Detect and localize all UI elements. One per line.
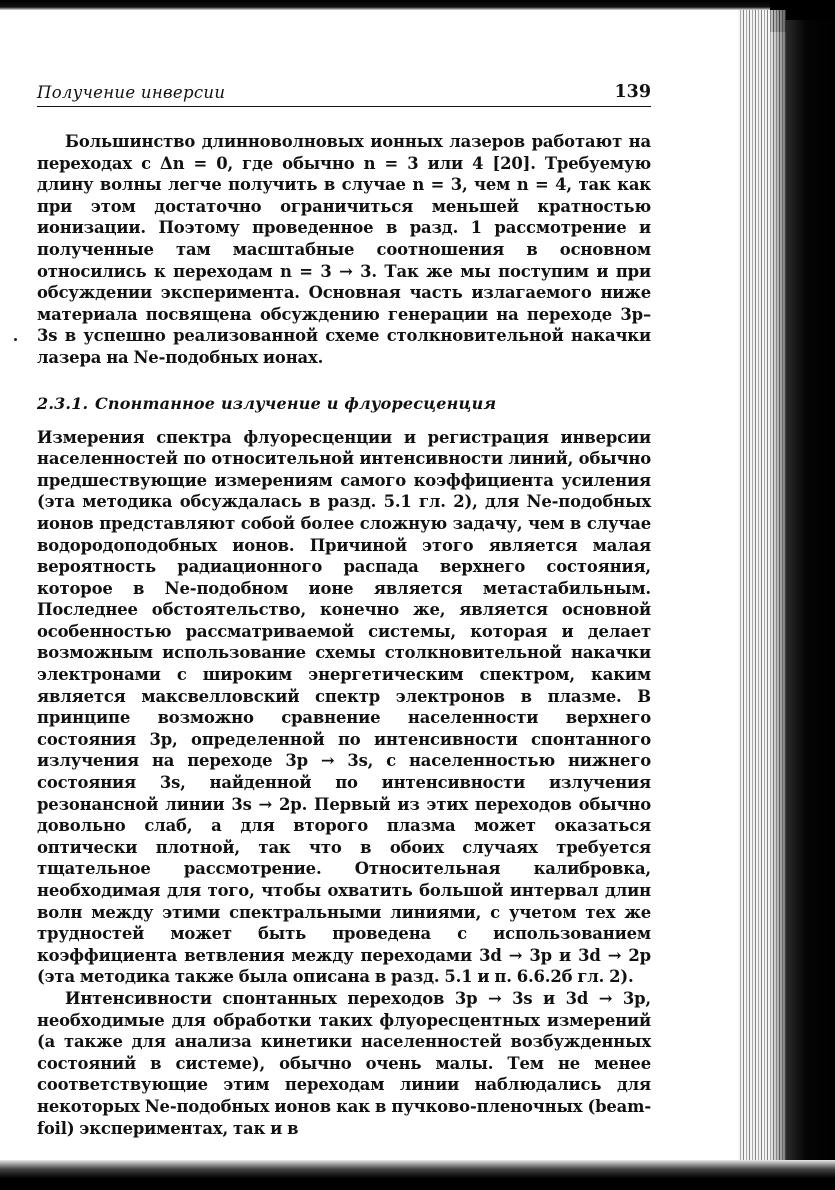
page-number: 139 — [614, 82, 651, 102]
paragraph-intro: Большинство длинноволновых ионных лазеров работают на переходах с Δn = 0, где обычно n = 3 или 4 [20]. Требуемую длину волны легче получить в случае n = 3, чем n = 4, так как при этом достаточно ограничиться меньшей кратностью ионизации. Поэтому проведенное в разд. 1 рассмотрение и полученные там масштабные соотношения в основном относились к переходам n = 3 → 3. Так же мы поступим и при обсуждении эксперимента. Основная часть излагаемого ниже материала посвящена обсуждению генерации на переходе 3p–3s в успешно реализованной схеме столкновительной накачки лазера на Ne-подобных ионах. — [37, 132, 651, 367]
running-head — [37, 82, 651, 107]
book-page-edges-shadow — [770, 10, 786, 1160]
section-number: 2.3.1. — [37, 393, 89, 413]
section-title: Спонтанное излучение и флуоресценция — [95, 393, 497, 413]
paragraph-fluorescence: Измерения спектра флуоресценции и регистрация инверсии населенностей по относительной интенсивности линий, обычно предшествующие измерениям самого коэффициента усиления (эта методика обсуждалась в разд. 5.1 гл. 2), для Ne-подобных ионов представляют собой более сложную задачу, чем в случае водородоподобных ионов. Причиной этого является малая вероятность радиационного распада верхнего состояния, которое в Ne-подобном ионе является метастабильным. Последнее обстоятельство, конечно же, является основной особенностью рассматриваемой системы, которая и делает возможным использование схемы столкновительной накачки электронами с широким энергетическим спектром, каким является максвелловский спектр электронов в плазме. В принципе возможно сравнение населенности верхнего состояния 3p, определенной по интенсивности спонтанного излучения на переходе 3p → 3s, с населенностью нижнего состояния 3s, найденной по интенсивности излучения резонансной линии 3s → 2p. Первый из этих переходов обычно довольно слаб, а для второго плазма может оказаться оптически плотной, так что в обоих случаях требуется тщательное рассмотрение. Относительная калибровка, необходимая для того, чтобы охватить большой интервал длин волн между этими спектральными линиями, с учетом тех же трудностей может быть проведена с использованием коэффициента ветвления между переходами 3d → 3p и 3d → 2p (эта методика также была описана в разд. 5.1 и п. 6.6.2б гл. 2). — [37, 427, 651, 987]
scan-border-bottom — [0, 1160, 835, 1190]
scan-border-right — [786, 20, 835, 1190]
section-heading — [37, 394, 651, 413]
margin-speck — [14, 338, 17, 341]
scan-border-top — [0, 0, 835, 10]
page-text-area — [37, 82, 651, 1139]
paragraph-spontaneous: Интенсивности спонтанных переходов 3p → 3s и 3d → 3p, необходимые для обработки таких флуоресцентных измерений (а также для анализа кинетики населенностей возбужденных состояний в системе), обычно очень малы. Тем не менее соответствующие этим переходам линии наблюдались для некоторых Ne-подобных ионов как в пучково-пленочных (beam-foil) экспериментах, так и в — [37, 988, 651, 1138]
running-title: Получение инверсии — [37, 83, 226, 102]
